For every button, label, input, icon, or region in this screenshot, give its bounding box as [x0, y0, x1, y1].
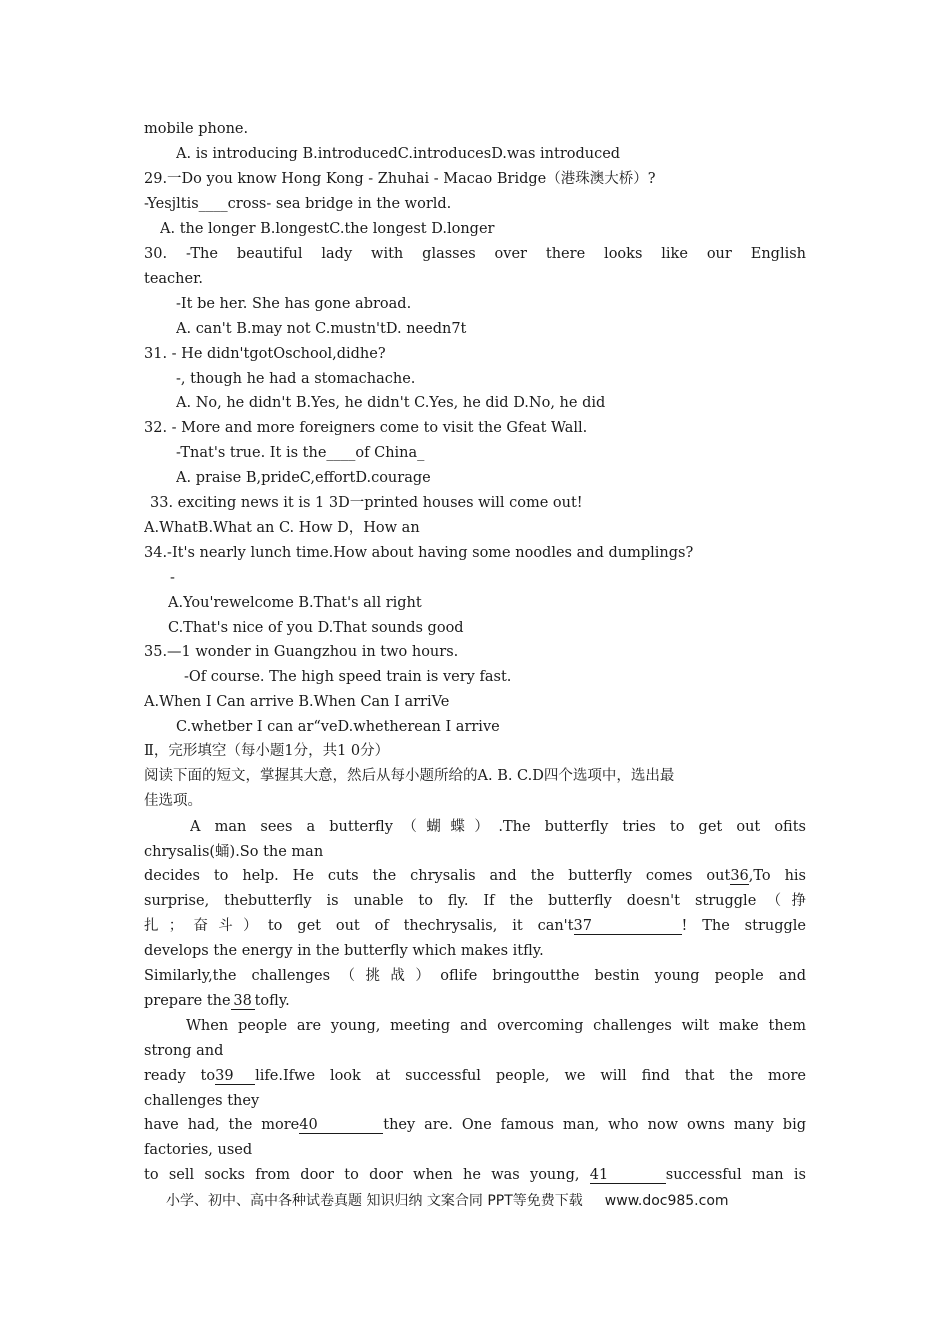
passage-line: When people are young, meeting and overcoming challenges wilt make them: [186, 1018, 806, 1034]
text-line: mobile phone.: [144, 121, 249, 137]
passage-text: successful man is: [665, 1167, 806, 1183]
q35-options-cd: C.whetber I can ar“veD.whetherean I arrive: [176, 719, 500, 735]
q35-response: -Of course. The high speed train is very fast.: [184, 669, 512, 685]
q35-options-ab: A.When I Can arrive B.When Can I arriVe: [144, 694, 450, 710]
blank-40: 40: [299, 1117, 383, 1134]
q34-question: 34.-It's nearly lunch time.How about having some noodles and dumplings?: [144, 545, 694, 561]
passage-line: [144, 916, 806, 936]
passage-line: chrysalis(蛹).So the man: [144, 844, 324, 860]
passage-text: life.Ifwe look at successful people, we will find that the more: [255, 1068, 806, 1084]
q35-question: 35.—1 wonder in Guangzhou in two hours.: [144, 644, 459, 660]
passage-text: decides to help. He cuts the chrysalis and the butterfly comes out: [144, 868, 731, 884]
text-line: teacher.: [144, 271, 204, 287]
q30-options: A. can't B.may not C.mustn'tD. needn7t: [176, 321, 467, 337]
blank-37: 37: [574, 918, 682, 935]
passage-line: [144, 866, 806, 886]
q33-question: 33. exciting news it is 1 3D一printed houses will come out!: [150, 495, 583, 511]
q32-response: -Tnat's true. It is the____of China_: [176, 445, 425, 461]
q33-options: A.WhatB.What an C. How D，How an: [144, 520, 420, 536]
passage-line: [144, 991, 806, 1011]
passage-line: [144, 1066, 806, 1086]
q32-question: 32. - More and more foreigners come to visit the Gfeat Wall.: [144, 420, 588, 436]
passage-text: tofly.: [254, 993, 290, 1009]
footer-text: 小学、初中、高中各种试卷真题 知识归纳 文案合同 PPT等免费下载: [166, 1193, 583, 1209]
passage-line: challenges they: [144, 1093, 260, 1109]
passage-line: strong and: [144, 1043, 224, 1059]
q29-response: -Yesjltis____cross- sea bridge in the world.: [144, 196, 452, 212]
passage-line: develops the energy in the butterfly which makes itfly.: [144, 943, 544, 959]
blank-38: 38: [231, 993, 255, 1010]
q34-response: -: [170, 570, 175, 586]
passage-text: to sell socks from door to door when he was young,: [144, 1167, 590, 1183]
q30-question: 30. -The beautiful lady with glasses over there looks like our English: [144, 246, 806, 262]
q32-options: A. praise B,prideC,effortD.courage: [176, 470, 431, 486]
q30-response: -It be her. She has gone abroad.: [176, 296, 412, 312]
passage-text: ! The struggle: [681, 918, 806, 934]
q31-response: -, though he had a stomachache.: [176, 371, 416, 387]
section-instructions-cont: 佳选项。: [144, 793, 202, 809]
blank-41: 41: [590, 1167, 666, 1184]
section-instructions: 阅读下面的短文，掌握其大意，然后从每小题所给的A. B. C.D四个选项中，选出最: [144, 768, 675, 784]
blank-36: 36: [730, 868, 749, 884]
passage-text: ready to: [144, 1068, 216, 1084]
passage-line: factories, used: [144, 1142, 253, 1158]
q31-options: A. No, he didn't B.Yes, he didn't C.Yes, he did D.No, he did: [176, 395, 606, 411]
q34-options-ab: A.You'rewelcome B.That's all right: [168, 595, 422, 611]
q28-options: A. is introducing B.introducedC.introducesD.was introduced: [176, 146, 621, 162]
footer-site-link[interactable]: www.doc985.com: [604, 1193, 729, 1209]
passage-line: [144, 1115, 806, 1135]
q34-options-cd: C.That's nice of you D.That sounds good: [168, 620, 464, 636]
passage-line: Similarly,the challenges（挑战）oflife bringoutthe bestin young people and: [144, 968, 806, 984]
passage-line: A man sees a butterfly（蝴蝶）.The butterfly tries to get out ofits: [190, 819, 806, 835]
q29-question: 29.一Do you know Hong Kong - Zhuhai - Macao Bridge（港珠澳大桥）?: [144, 171, 656, 187]
page-footer: [166, 1191, 806, 1211]
passage-line: surprise, thebutterfly is unable to fly. If the butterfly doesn't struggle（挣: [144, 893, 806, 909]
passage-text: prepare the: [144, 993, 231, 1009]
q31-question: 31. - He didn'tgotOschool,didhe?: [144, 346, 386, 362]
passage-text: 扎；奋斗）to get out of thechrysalis, it can't: [144, 918, 574, 934]
passage-text: have had, the more: [144, 1117, 300, 1133]
q29-options: A. the longer B.longestC.the longest D.longer: [160, 221, 495, 237]
passage-text: ,To his: [748, 868, 806, 884]
passage-text: they are. One famous man, who now owns many big: [383, 1117, 806, 1133]
blank-39: 39: [215, 1068, 255, 1085]
section-heading: Ⅱ，完形填空（每小题1分，共1 0分）: [144, 743, 390, 759]
passage-line: [144, 1165, 806, 1185]
